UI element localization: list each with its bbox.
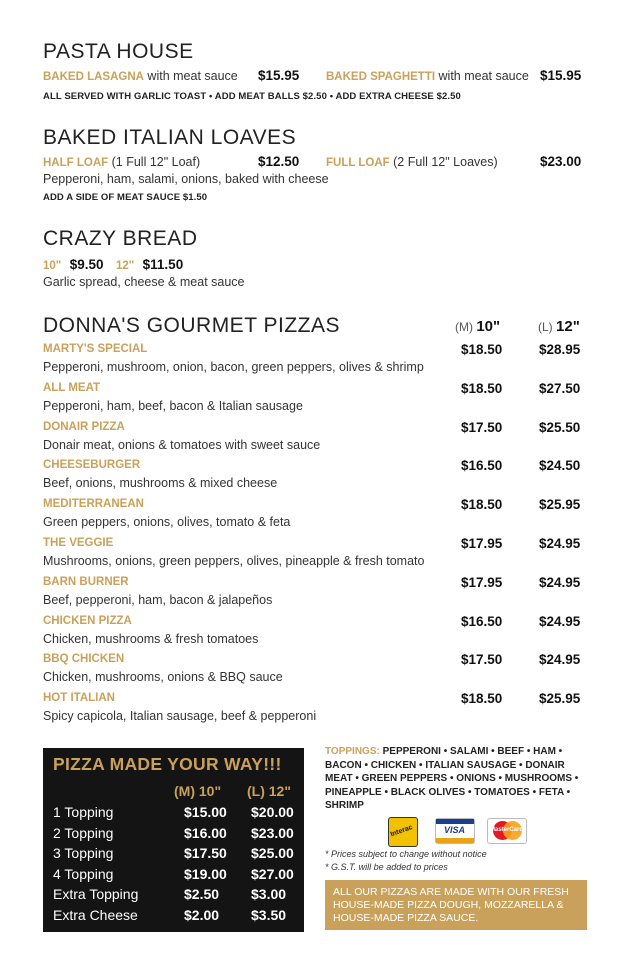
pizza-row: [43, 459, 603, 495]
myway-price-large: $27.00: [251, 865, 294, 882]
pizza-price-large: $25.95: [539, 497, 581, 513]
pizza-price-medium: $18.50: [461, 342, 503, 357]
myway-price-medium: $2.50: [184, 886, 220, 903]
pizza-desc: Chicken, mushrooms, onions & BBQ sauce: [43, 670, 283, 685]
pizza-desc: Beef, pepperoni, ham, bacon & jalapeños: [43, 592, 273, 607]
pizza-name: ALL MEAT: [43, 381, 101, 394]
pizza-desc: Beef, onions, mushrooms & mixed cheese: [43, 476, 278, 491]
pizza-price-medium: $18.50: [461, 380, 503, 396]
pizza-name: BARN BURNER: [43, 575, 129, 588]
pizza-desc: Chicken, mushrooms & fresh tomatoes: [43, 631, 259, 646]
pizza-row: [43, 537, 603, 573]
pizza-price-medium: $18.50: [461, 497, 503, 513]
lasagna-name: BAKED LASAGNA: [43, 71, 144, 83]
pizza-price-medium: $18.50: [461, 691, 503, 707]
lasagna-price: $15.95: [258, 68, 300, 83]
pizza-desc: Pepperoni, mushroom, onion, bacon, green peppers, olives & shrimp: [43, 360, 424, 374]
pizza-name: THE VEGGIE: [43, 537, 114, 549]
pizza-desc: Mushrooms, onions, green peppers, olives, pineapple & fresh tomato: [43, 554, 425, 568]
pizza-desc: Green peppers, onions, olives, tomato & feta: [43, 515, 291, 530]
myway-price-large: $3.00: [251, 886, 287, 903]
pizza-row: [43, 615, 603, 651]
myway-label: Extra Topping: [53, 886, 139, 903]
size-header-large: [538, 318, 580, 335]
half-loaf-price: $12.50: [258, 154, 300, 169]
loaves-note: ADD A SIDE OF MEAT SAUCE $1.50: [43, 192, 208, 203]
pizza-price-medium: $16.50: [461, 613, 503, 629]
pizza-price-large: $27.50: [539, 380, 581, 396]
visa-stripe-top: [436, 819, 474, 824]
pizza-row: [43, 692, 603, 728]
pizza-price-large: $25.95: [539, 691, 581, 707]
pizza-name: CHEESEBURGER: [43, 459, 141, 472]
spaghetti-price: $15.95: [540, 68, 582, 83]
half-loaf-name: HALF LOAF: [43, 157, 109, 169]
make-your-own-box: [43, 748, 304, 932]
pizza-price-medium: $16.50: [461, 458, 503, 474]
loaves-title: BAKED ITALIAN LOAVES: [43, 126, 297, 149]
myway-label: 4 Topping: [53, 865, 114, 882]
full-loaf-desc: (2 Full 12" Loaves): [389, 155, 498, 169]
pizza-price-medium: $17.95: [461, 536, 503, 551]
spaghetti-name: BAKED SPAGHETTI: [326, 71, 436, 83]
gst-note: * G.S.T. will be added to prices: [325, 862, 448, 872]
spaghetti-desc: with meat sauce: [435, 69, 529, 83]
myway-label: 3 Topping: [53, 845, 114, 862]
pizza-price-large: $24.95: [539, 536, 581, 551]
m-label: (M): [455, 320, 473, 334]
pizza-name: BBQ CHICKEN: [43, 653, 125, 666]
myway-m-header: (M) 10": [174, 783, 222, 799]
interac-logo-text: Interac: [389, 823, 414, 839]
pizza-price-medium: $17.50: [461, 419, 503, 435]
myway-price-medium: $17.50: [184, 845, 227, 862]
myway-row: [53, 886, 293, 906]
crazy-size-10: 10": [43, 260, 62, 272]
pizza-row: [43, 498, 603, 534]
myway-row: [53, 845, 293, 865]
pizza-row: [43, 382, 603, 418]
myway-row: [53, 907, 293, 927]
toppings-list: [325, 745, 590, 813]
crazy-desc: Garlic spread, cheese & meat sauce: [43, 275, 245, 289]
l-size: 12": [556, 318, 580, 335]
full-loaf-name: FULL LOAF: [326, 157, 390, 169]
myway-label: Extra Cheese: [53, 907, 138, 923]
pasta-title: PASTA HOUSE: [43, 40, 194, 63]
half-loaf-desc: (1 Full 12" Loaf): [108, 155, 201, 169]
size-header-medium: [455, 318, 500, 335]
toppings-label: TOPPINGS:: [325, 746, 380, 757]
crazy-title: CRAZY BREAD: [43, 227, 198, 250]
myway-price-large: $3.50: [251, 907, 287, 923]
full-loaf: [326, 155, 498, 169]
visa-stripe-bottom: [436, 838, 474, 843]
make-your-own-title: PIZZA MADE YOUR WAY!!!: [53, 754, 282, 774]
pizza-price-medium: $17.95: [461, 574, 503, 590]
pizza-desc: Donair meat, onions & tomatoes with sweet sauce: [43, 437, 321, 452]
pizza-name: MARTY'S SPECIAL: [43, 343, 148, 355]
dough-banner-text: ALL OUR PIZZAS ARE MADE WITH OUR FRESH HOUSE-MADE PIZZA DOUGH, MOZZARELLA & HOUSE-MADE PIZZA SAUCE.: [333, 886, 569, 924]
pizza-name: HOT ITALIAN: [43, 692, 115, 705]
mastercard-logo: [487, 818, 527, 844]
myway-row: [53, 804, 293, 824]
pizza-desc: Pepperoni, ham, beef, bacon & Italian sausage: [43, 398, 303, 413]
dough-banner: [325, 880, 587, 930]
pizza-row: [43, 421, 603, 457]
myway-price-medium: $2.00: [184, 907, 220, 923]
pizza-price-large: $24.95: [539, 652, 581, 668]
pasta-item-spaghetti: [326, 69, 529, 83]
pizza-name: DONAIR PIZZA: [43, 420, 125, 433]
myway-label: 1 Topping: [53, 804, 114, 820]
lasagna-desc: with meat sauce: [143, 69, 238, 83]
pizza-row: [43, 653, 603, 689]
loaves-desc: Pepperoni, ham, salami, onions, baked with cheese: [43, 172, 329, 186]
pizza-row: [43, 576, 603, 612]
myway-price-medium: $19.00: [184, 865, 227, 882]
price-change-note: * Prices subject to change without notice: [325, 849, 487, 859]
full-loaf-price: $23.00: [540, 154, 582, 169]
myway-price-large: $23.00: [251, 824, 294, 841]
pizza-desc: Spicy capicola, Italian sausage, beef & pepperoni: [43, 709, 317, 724]
visa-logo: [435, 818, 475, 844]
toppings-items: PEPPERONI • SALAMI • BEEF • HAM • BACON • CHICKEN • ITALIAN SAUSAGE • DONAIR MEAT • GREEN PEPPERS • ONIONS • MUSHROOMS • PINEAPPLE • BLACK OLIVES • TOMATOES • FETA • SHRIMP: [325, 746, 579, 811]
myway-row: [53, 825, 293, 845]
myway-row: [53, 866, 293, 886]
pizza-name: CHICKEN PIZZA: [43, 614, 132, 627]
l-label: (L): [538, 320, 553, 334]
visa-logo-text: VISA: [444, 825, 466, 835]
pasta-note: ALL SERVED WITH GARLIC TOAST • ADD MEAT BALLS $2.50 • ADD EXTRA CHEESE $2.50: [43, 91, 461, 102]
crazy-sizes: [43, 256, 183, 274]
m-size: 10": [476, 318, 501, 335]
pizza-price-large: $24.95: [539, 574, 581, 590]
pizza-name: MEDITERRANEAN: [43, 498, 144, 511]
myway-price-large: $20.00: [251, 804, 294, 820]
crazy-size-12: 12": [115, 260, 135, 272]
interac-logo: [388, 817, 418, 847]
myway-price-large: $25.00: [251, 845, 294, 862]
myway-label: 2 Topping: [53, 824, 114, 841]
myway-price-medium: $16.00: [184, 824, 227, 841]
pasta-item-lasagna: [43, 69, 238, 83]
pizza-price-large: $24.95: [539, 613, 581, 629]
pizza-price-large: $24.50: [539, 458, 581, 474]
pizza-price-large: $25.50: [539, 419, 581, 435]
mastercard-logo-text: MasterCard: [490, 827, 524, 833]
pizza-price-large: $28.95: [539, 342, 581, 357]
pizza-row: [43, 343, 603, 379]
myway-price-medium: $15.00: [184, 804, 227, 820]
pizza-price-medium: $17.50: [461, 652, 503, 668]
crazy-price-10: $9.50: [69, 257, 104, 272]
gourmet-title: DONNA'S GOURMET PIZZAS: [43, 314, 340, 337]
half-loaf: [43, 155, 200, 169]
myway-l-header: (L) 12": [247, 783, 291, 799]
crazy-price-12: $11.50: [142, 257, 184, 272]
